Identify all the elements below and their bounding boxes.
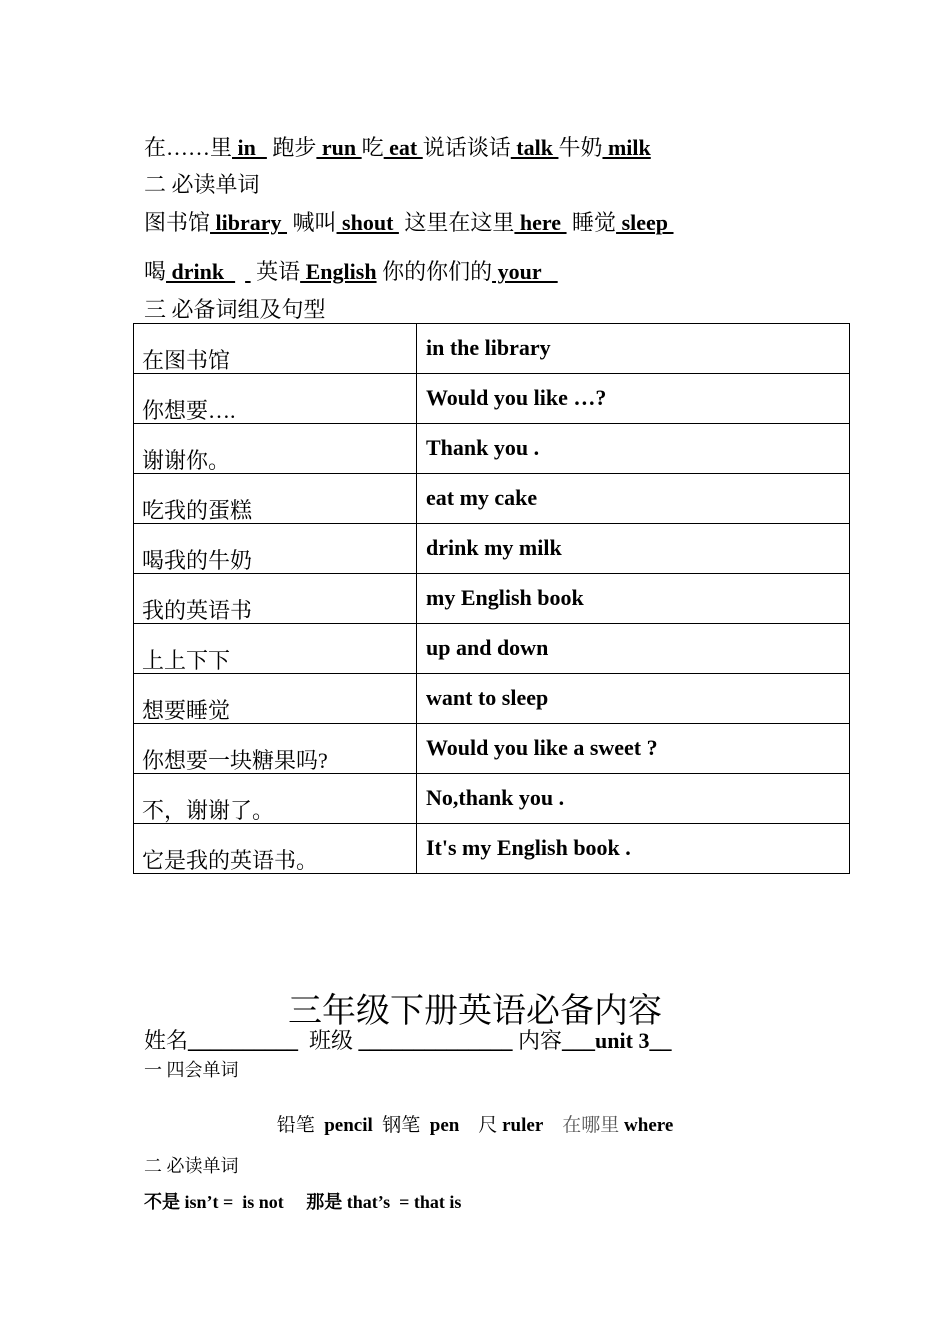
phrase-en-cell: want to sleep bbox=[417, 674, 850, 724]
word-zh: 在哪里 bbox=[562, 1115, 620, 1136]
table-row bbox=[134, 424, 850, 474]
word-zh: 跑步 bbox=[266, 135, 317, 160]
vocab-line-3 bbox=[144, 259, 558, 285]
phrase-en-cell: eat my cake bbox=[417, 474, 850, 524]
word-zh: 钢笔 bbox=[382, 1115, 421, 1136]
word-zh: 尺 bbox=[478, 1115, 498, 1136]
word-en: milk bbox=[602, 135, 651, 160]
table-row bbox=[134, 374, 850, 424]
word-zh: 吃 bbox=[361, 135, 384, 160]
table-row bbox=[134, 324, 850, 374]
word-zh: 在……里 bbox=[144, 135, 233, 160]
vocab-line-1 bbox=[144, 135, 651, 161]
name-label: 姓名 bbox=[144, 1028, 189, 1053]
word-en: library bbox=[210, 210, 288, 235]
table-row bbox=[134, 524, 850, 574]
name-blank: __________ bbox=[188, 1028, 299, 1053]
word-en: drink bbox=[166, 259, 236, 284]
table-row bbox=[134, 674, 850, 724]
table-row bbox=[134, 474, 850, 524]
word-zh: 图书馆 bbox=[144, 210, 211, 235]
phrase-en-cell: drink my milk bbox=[417, 524, 850, 574]
content-value: ___unit 3__ bbox=[562, 1028, 672, 1053]
section-1-heading: 一 四会单词 bbox=[144, 1060, 239, 1080]
phrase-zh-cell: 想要睡觉 bbox=[134, 674, 417, 724]
table-row bbox=[134, 824, 850, 874]
word-zh: 牛奶 bbox=[558, 135, 603, 160]
word-en: in bbox=[232, 135, 267, 160]
word-en: your bbox=[492, 259, 558, 284]
phrase-en-cell: my English book bbox=[417, 574, 850, 624]
word-zh: 喝 bbox=[144, 259, 167, 284]
phrase-en-cell: It's my English book . bbox=[417, 824, 850, 874]
phrase-en-cell: in the library bbox=[417, 324, 850, 374]
phrase-zh-cell: 吃我的蛋糕 bbox=[134, 474, 417, 524]
word-zh: 你的你们的 bbox=[376, 259, 493, 284]
table-row bbox=[134, 574, 850, 624]
phrase-zh-cell: 谢谢你。 bbox=[134, 424, 417, 474]
word-en: pencil bbox=[324, 1115, 373, 1136]
section-2b-heading: 二 必读单词 bbox=[144, 1156, 239, 1176]
table-row bbox=[134, 724, 850, 774]
student-info-line bbox=[144, 1028, 671, 1054]
word-zh: 这里在这里 bbox=[398, 210, 515, 235]
phrase-zh-cell: 你想要…. bbox=[134, 374, 417, 424]
phrase-zh-cell: 上上下下 bbox=[134, 624, 417, 674]
read-words-line: 不是 isn’t = is not 那是 that’s = that is bbox=[144, 1192, 462, 1212]
word-zh: 说话谈话 bbox=[422, 135, 511, 160]
phrase-table bbox=[133, 323, 850, 874]
word-en: ruler bbox=[502, 1115, 544, 1136]
word-en: where bbox=[624, 1115, 674, 1136]
phrase-zh-cell: 你想要一块糖果吗? bbox=[134, 724, 417, 774]
phrase-zh-cell: 它是我的英语书。 bbox=[134, 824, 417, 874]
word-en: run bbox=[316, 135, 362, 160]
content-label: 内容 bbox=[512, 1028, 563, 1053]
word-zh: 喊叫 bbox=[287, 210, 337, 235]
word-en: here bbox=[514, 210, 567, 235]
class-blank: ______________ bbox=[358, 1028, 513, 1053]
word-en: shout bbox=[336, 210, 399, 235]
class-label: 班级 bbox=[298, 1028, 359, 1053]
word-zh: 睡觉 bbox=[566, 210, 617, 235]
table-row bbox=[134, 624, 850, 674]
phrase-en-cell: up and down bbox=[417, 624, 850, 674]
phrase-zh-cell: 喝我的牛奶 bbox=[134, 524, 417, 574]
phrase-zh-cell: 在图书馆 bbox=[134, 324, 417, 374]
table-row bbox=[134, 774, 850, 824]
phrase-zh-cell: 我的英语书 bbox=[134, 574, 417, 624]
word-en: eat bbox=[383, 135, 423, 160]
word-en: talk bbox=[510, 135, 559, 160]
section-3-heading: 三 必备词组及句型 bbox=[144, 297, 326, 322]
phrase-zh-cell: 不，谢谢了。 bbox=[134, 774, 417, 824]
vocab-line-2 bbox=[144, 210, 674, 236]
phrase-en-cell: Thank you . bbox=[417, 424, 850, 474]
section-2-heading: 二 必读单词 bbox=[144, 172, 260, 197]
word-zh: 英语 bbox=[250, 259, 301, 284]
word-en: pen bbox=[429, 1115, 460, 1136]
word-en: sleep bbox=[616, 210, 674, 235]
word-zh: 铅笔 bbox=[276, 1115, 315, 1136]
phrase-en-cell: Would you like …? bbox=[417, 374, 850, 424]
four-skill-words bbox=[0, 1110, 950, 1137]
phrase-en-cell: Would you like a sweet ? bbox=[417, 724, 850, 774]
word-en: English bbox=[300, 259, 377, 284]
page-title: 三年级下册英语必备内容 bbox=[288, 991, 662, 1031]
phrase-en-cell: No,thank you . bbox=[417, 774, 850, 824]
